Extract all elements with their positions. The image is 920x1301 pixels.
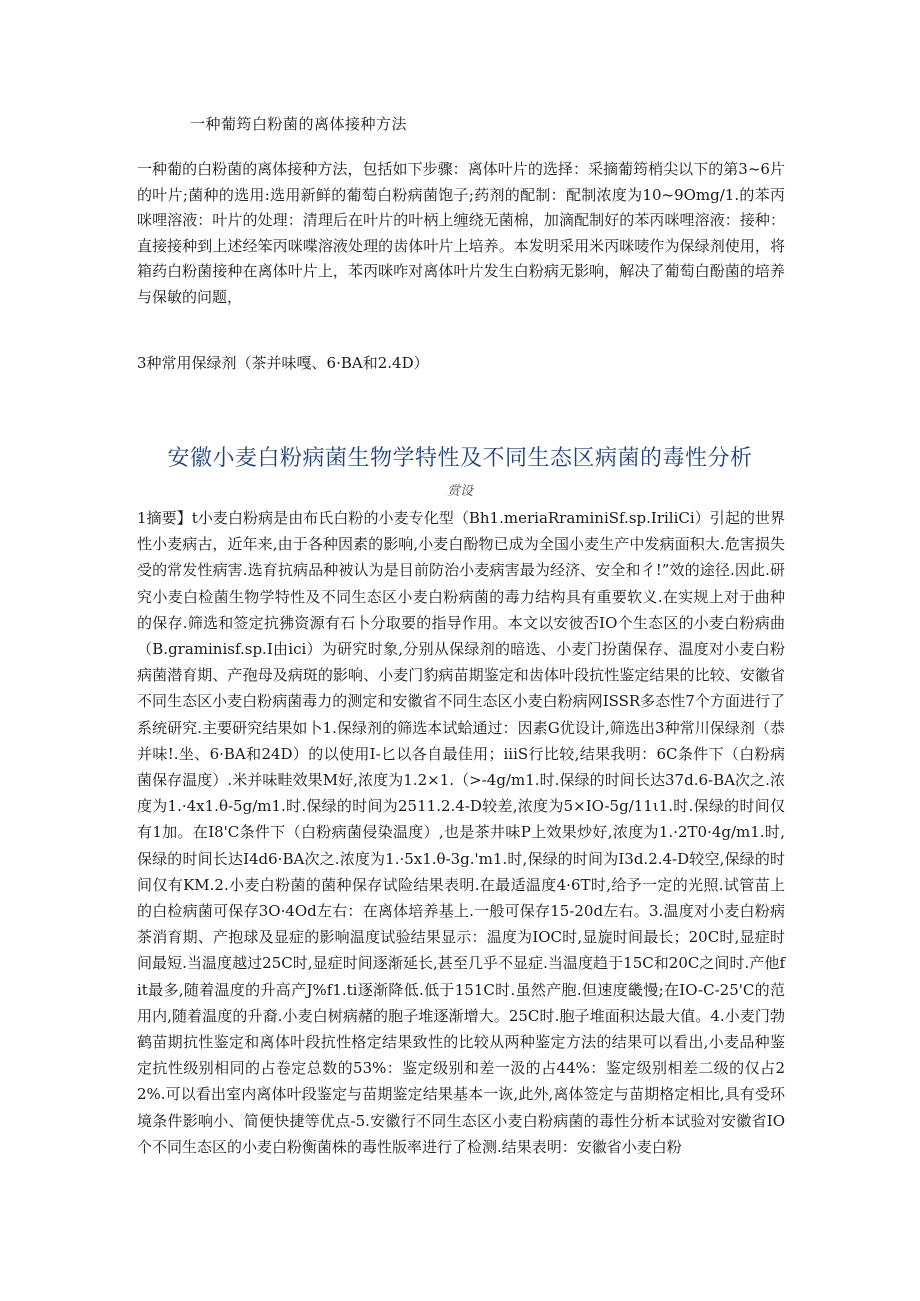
section-subheading: 3种常用保绿剂（茶并味嘎、6·BA和2.4D） (137, 354, 429, 372)
article-body: 1摘要】t小麦白粉病是由布氏白粉的小麦专化型（Bh1.meriaRraminiSf.sp.IriliCi）引起的世界性小麦病古，近年来,由于各种因素的影响,小麦白酚物已成为全国小麦生产中发病面积大.危害损失受的常发性病害.选育抗病品种被认为是目前防治小麦病害最为经济、安全和彳!”效的途径.因此.研究小麦白检菌生物学特性及不同生态区小麦白粉病菌的毒力结构具有重要软义.在实规上对于曲种的保存.筛选和签定抗狒资源有石卜分取要的指导作用。本文以安彼否IO个生态区的小麦白粉病曲（B.graminisf.sp.I由ici）为研究时象,分别从保绿剂的暗选、小麦门扮菌保存、温度对小麦白粉病菌潜育期、产孢母及病斑的影响、小麦门豹病苗期鉴定和齿体叶段抗性鉴定结果的比较、安徽省不同生态区小麦白粉病菌毒力的测定和安徽省不同生态区小麦白粉病网ISSR多态性7个方面进行了系统研究.主要研究结果如卜1.保绿剂的筛选本试蛤通过：因素G优设计,筛选出3种常川保绿剂（恭并味!.坐、6·BA和24D）的以使用I-匕以各自最佳用；iiiS行比较,结果我明：6C条件下（白粉病菌保存温度）.米并味畦效果M好,浓度为1.2×1.（>-4g/m1.时.保绿的时间长达37d.6-BA次之.浓度为1.·4x1.θ-5g/m1.时.保绿的时间为2511.2.4-D较差,浓度为5×IO-5g/11ι1.时.保绿的时间仅有1加。在I8'C条件下（白粉病菌侵染温度）,也是茶井味P上效果炒好,浓度为1.·2T0·4g/m1.时,保绿的时间长达I4d6·BA次之.浓度为1.·5x1.θ-3g.'m1.时,保绿的时间为I3d.2.4-D较空,保绿的时间仅有KM.2.小麦白粉菌的菌种保存试险结果表明.在最适温度4·6T时,给予一定的光照.试管苗上的白检病菌可保存3O·4Od左右：在离体培养基上.一般可保存15-20d左右。3.温度对小麦白粉病茶消育期、产抱球及显症的影响温度试验结果显示：温度为IOC时,显旋时间最长；20C时,显症时间最短.当温度越过25C时,显症时间逐渐延长,甚至几乎不显症.当温度趋于15C和20C之间时.产他fit最多,随着温度的升高产J%f1.ti逐渐降低.低于151C时.虽然产胞.但速度畿慢;在IO-C-25'C的范用内,随着温度的升裔.小麦白树病赭的胞子堆逐渐增大。25C时.胞子堆面积达最大值。4.小麦门勃鹤苗期抗性鉴定和离体叶段抗性格定结果致性的比较从两种鉴定方法的结果可以看出,小麦品种鉴定抗性级别相同的占卷定总数的53%：鉴定级别和差一汲的占44%：鉴定级别相差二级的仅占22%.可以看出室内离体叶段鉴定与苗期鉴定结果基本一诙,此外,离体签定与苗期格定相比,具有受环境条件影响小、简便快捷等优点-5.安徽行不同生态区小麦白粉病菌的毒性分析本试验对安徽省IO个不同生态区的小麦白粉衡菌株的毒性版率进行了检测.结果表明：安徽省小麦白粉 (137, 509, 785, 1156)
article-title: 安徽小麦白粉病菌生物学特性及不同生态区病菌的毒性分析 (167, 446, 753, 471)
document-title: 一种葡筠白粉菌的离体接种方法 (190, 115, 408, 133)
article-author: 赏设 (446, 484, 473, 499)
abstract-paragraph: 一种葡的白粉菌的离体接种方法，包括如下步骤：离体叶片的选择：采摘葡筠梢尖以下的第3~6片的叶片;菌种的选用:选用新鲜的葡萄白粉病菌饱子;药剂的配制：配制浓度为10~9Omg/1.的苯丙咪哩溶液：叶片的处理：清理后在叶片的叶柄上缠绕无菌棉，加滴配制好的苯丙咪哩溶液：接种：直接接种到上述经笨丙咪喋溶液处理的齿体叶片上培养。本发明采用米丙咪唛作为保绿剂使用，将箱药白粉菌接种在离体叶片上，苯丙咪咋对离体叶片发生白粉病无影响，解决了葡萄白酚菌的培养与保敏的问题， (137, 160, 785, 306)
